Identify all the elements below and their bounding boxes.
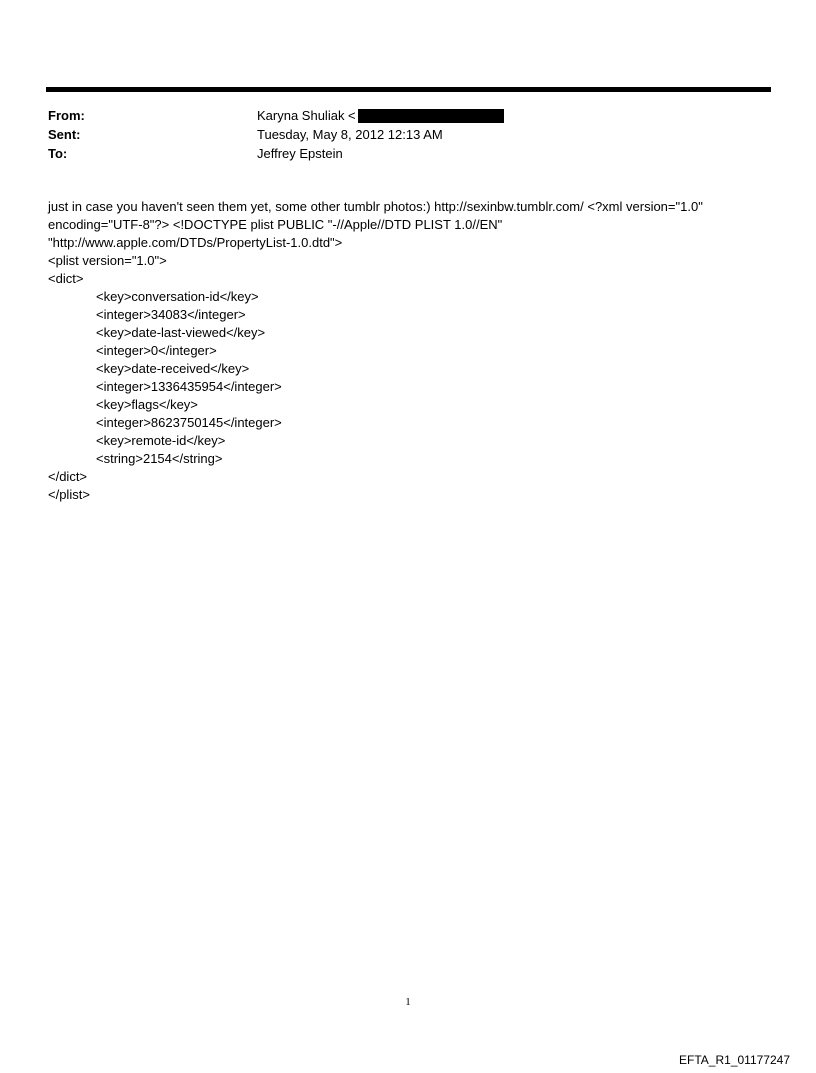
body-line: encoding="UTF-8"?> <!DOCTYPE plist PUBLIC "-//Apple//DTD PLIST 1.0//EN" xyxy=(48,217,503,232)
body-line: <key>date-received</key> xyxy=(96,361,250,376)
from-name: Karyna Shuliak < xyxy=(257,108,356,123)
email-header xyxy=(48,108,768,165)
to-row xyxy=(48,146,768,165)
body-line: <key>remote-id</key> xyxy=(96,433,226,448)
body-line: <integer>8623750145</integer> xyxy=(96,415,282,430)
to-label: To: xyxy=(48,146,68,161)
redaction-block xyxy=(358,109,504,123)
header-rule xyxy=(46,87,771,92)
sent-value: Tuesday, May 8, 2012 12:13 AM xyxy=(257,127,443,142)
body-line: just in case you haven't seen them yet, some other tumblr photos:) http://sexinbw.tumblr.com/ <?xml version="1.0" xyxy=(48,199,703,214)
body-line: "http://www.apple.com/DTDs/PropertyList-1.0.dtd"> xyxy=(48,235,343,250)
body-line: <key>flags</key> xyxy=(96,397,198,412)
body-line: <key>date-last-viewed</key> xyxy=(96,325,266,340)
to-value: Jeffrey Epstein xyxy=(257,146,343,161)
body-line: <integer>34083</integer> xyxy=(96,307,246,322)
body-line: <integer>0</integer> xyxy=(96,343,217,358)
body-line: <dict> xyxy=(48,271,84,286)
body-line: <integer>1336435954</integer> xyxy=(96,379,282,394)
from-value xyxy=(257,108,504,123)
sent-row xyxy=(48,127,768,146)
body-line: <key>conversation-id</key> xyxy=(96,289,259,304)
body-line: </plist> xyxy=(48,487,90,502)
email-body xyxy=(48,198,773,504)
body-line: <plist version="1.0"> xyxy=(48,253,167,268)
bates-number: EFTA_R1_01177247 xyxy=(679,1053,790,1067)
body-line: </dict> xyxy=(48,469,88,484)
page-number: 1 xyxy=(405,996,411,1008)
body-line: <string>2154</string> xyxy=(96,451,223,466)
from-label: From: xyxy=(48,108,85,123)
from-row xyxy=(48,108,768,127)
sent-label: Sent: xyxy=(48,127,81,142)
